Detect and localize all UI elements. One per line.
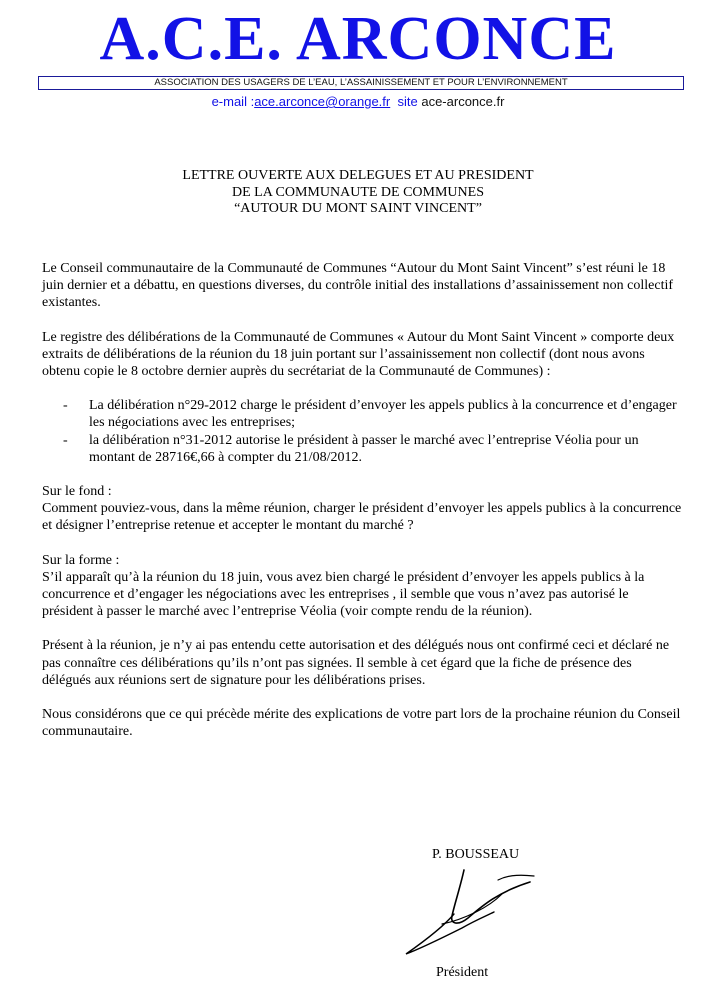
paragraph-registre: Le registre des délibérations de la Communauté de Communes « Autour du Mont Saint Vincent » comporte deux extraits de délibérations de la réunion du 18 juin portant sur l’assainissement non collectif (dont nous avons obtenu copie le 8 octobre dernier auprès du secrétariat de la Communauté de Communes) : [42, 329, 675, 380]
letter-heading [0, 168, 716, 218]
paragraph-intro: Le Conseil communautaire de la Communauté de Communes “Autour du Mont Saint Vincent” s’est réuni le 18 juin dernier et a débattu, en questions diverses, du contrôle initial des installations d’assainissement non collectif existantes. [42, 261, 674, 311]
organization-tagline: ASSOCIATION DES USAGERS DE L’EAU, L’ASSAINISSEMENT ET POUR L’ENVIRONNEMENT [38, 76, 684, 90]
contact-line [0, 94, 716, 110]
forme-title: Sur la forme : [42, 552, 120, 568]
section-forme [42, 552, 682, 621]
site-label: site [397, 94, 418, 109]
signatory-name: P. BOUSSEAU [432, 847, 520, 862]
handwritten-signature [402, 866, 542, 958]
signatory-role: Président [436, 965, 489, 980]
heading-line-3: “AUTOUR DU MONT SAINT VINCENT” [234, 201, 482, 216]
site-value: ace-arconce.fr [421, 94, 505, 109]
list-bullet: - [63, 398, 68, 414]
heading-line-1: LETTRE OUVERTE AUX DELEGUES ET AU PRESIDENT [182, 168, 534, 183]
fond-title: Sur le fond : [42, 484, 112, 500]
list-item-text: La délibération n°29-2012 charge le président d’envoyer les appels publics à la concurrence et d’engager les négociations avec les entreprises; [89, 398, 677, 431]
section-fond [42, 483, 682, 535]
paragraph-final: Nous considérons que ce qui précède mérite des explications de votre part lors de la prochaine réunion du Conseil communautaire. [42, 707, 681, 740]
letter-body [42, 260, 682, 757]
email-link[interactable]: ace.arconce@orange.fr [254, 94, 391, 109]
heading-line-2: DE LA COMMUNAUTE DE COMMUNES [231, 184, 484, 200]
list-bullet: - [63, 432, 68, 448]
forme-text: S’il apparaît qu’à la réunion du 18 juin, vous avez bien chargé le président d’envoyer les appels publics à la concurrence et d’engager les négociations avec les entreprises , il semble que vous n’avez pas autorisé le président à passer le marché avec l’entreprise Véolia (voir compte rendu de la réunion). [42, 569, 645, 620]
organization-title: A.C.E. ARCONCE [99, 5, 617, 73]
email-label: e-mail : [211, 94, 255, 109]
deliberations-list [42, 397, 682, 466]
list-item [42, 432, 682, 466]
list-item [42, 397, 682, 431]
fond-text: Comment pouviez-vous, dans la même réunion, charger le président d’envoyer les appels publics à la concurrence et désigner l’entreprise retenue et accepter le montant du marché ? [42, 501, 682, 534]
paragraph-present: Présent à la réunion, je n’y ai pas entendu cette autorisation et des délégués nous ont confirmé ceci et déclaré ne pas connaître ces délibérations qu’ils n’ont pas signées. Il semble à cet égard que la fiche de présence des délégués aux réunions sert de signature pour les délibérations prises. [42, 638, 670, 688]
list-item-text: la délibération n°31-2012 autorise le président à passer le marché avec l’entreprise Véolia pour un montant de 28716€,66 à compter du 21/08/2012. [89, 432, 639, 465]
